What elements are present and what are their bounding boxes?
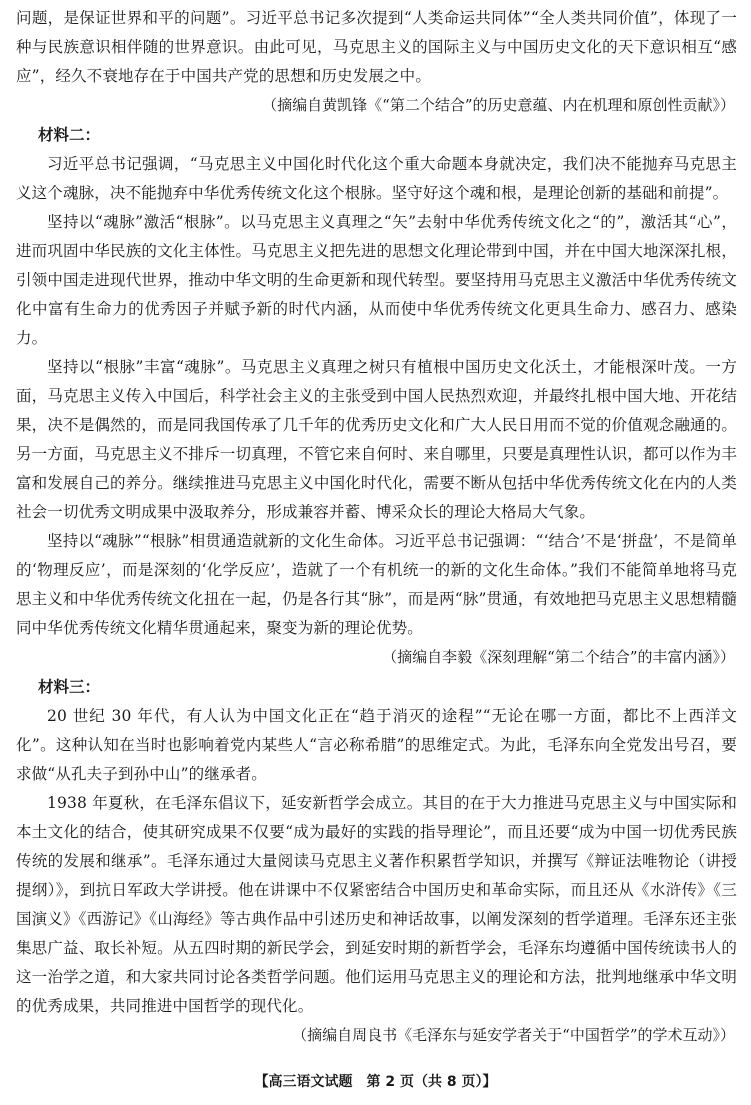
page-footer: 【高三语文试题 第 2 页（共 8 页）】 [254, 1074, 497, 1090]
material3-heading: 材料三： [38, 678, 101, 696]
material2-source: （摘编自李毅《深刻理解“第二个结合”的丰富内涵》） [382, 648, 735, 666]
material2-paragraph-2: 坚持以“魂脉”激活“根脉”。以马克思主义真理之“矢”去射中华优秀传统文化之“的”，激活其“心”，进而巩固中华民族的文化主体性。马克思主义把先进的思想文化理论带到中国，并在中国大地深深扎根，引领中国走进现代世界，推动中华文明的生命更新和现代转型。要坚持用马克思主义激活中华优秀传统文化中富有生命力的优秀因子并赋予新的时代内涵，从而使中华优秀传统文化更具生命力、感召力、感染力。 [16, 213, 737, 347]
material2-paragraph-3: 坚持以“根脉”丰富“魂脉”。马克思主义真理之树只有植根中国历史文化沃土，才能根深叶茂。一方面，马克思主义传入中国后，科学社会主义的主张受到中国人民热烈欢迎，并最终扎根中国大地、开花结果，决不是偶然的，而是同我国传承了几千年的优秀历史文化和广大人民日用而不觉的价值观念融通的。另一方面，马克思主义不排斥一切真理，不管它来自何时、来自哪里，只要是真理性认识，都可以作为丰富和发展自己的养分。继续推进马克思主义中国化时代化，需要不断从包括中华优秀传统文化在内的人类社会一切优秀文明成果中汲取养分，形成兼容并蓄、博采众长的理论大格局大气象。 [16, 358, 737, 521]
material2-heading: 材料二： [38, 126, 101, 144]
material3-source: （摘编自周良书《毛泽东与延安学者关于“中国哲学”的学术互动》） [292, 1026, 735, 1044]
material3-paragraph-1: 20 世纪 30 年代，有人认为中国文化正在“趋于消灭的途程”“无论在哪一方面，都比不上西洋文化”。这种认知在当时也影响着党内某些人“言必称希腊”的思维定式。为此，毛泽东向全党发出号召，要求做“从孔夫子到孙中山”的继承者。 [16, 707, 737, 783]
material3-paragraph-2: 1938 年夏秋，在毛泽东倡议下，延安新哲学会成立。其目的在于大力推进马克思主义与中国实际和本土文化的结合，使其研究成果不仅要“成为最好的实践的指导理论”，而且还要“成为中国一切优秀民族传统的发展和继承”。毛泽东通过大量阅读马克思主义著作积累哲学知识，并撰写《辩证法唯物论（讲授提纲）》，到抗日军政大学讲授。他在讲课中不仅紧密结合中国历史和革命实际，而且还从《水浒传》《三国演义》《西游记》《山海经》等古典作品中引述历史和神话故事，以阐发深刻的哲学道理。毛泽东还主张集思广益、取长补短。从五四时期的新民学会，到延安时期的新哲学会，毛泽东均遵循中国传统读书人的这一治学之道，和大家共同讨论各类哲学问题。他们运用马克思主义的理论和方法，批判地继承中华文明的优秀成果，共同推进中国哲学的现代化。 [16, 794, 737, 1015]
material1-source: （摘编自黄凯锋《“第二个结合”的历史意蕴、内在机理和原创性贡献》） [262, 96, 735, 114]
material1-tail-paragraph: 问题，是保证世界和平的问题”。习近平总书记多次提到“人类命运共同体”“全人类共同价值”，体现了一种与民族意识相伴随的世界意识。由此可见，马克思主义的国际主义与中国历史文化的天下意识相互“感应”，经久不衰地存在于中国共产党的思想和历史发展之中。 [16, 9, 737, 85]
material2-paragraph-4: 坚持以“魂脉”“根脉”相贯通造就新的文化生命体。习近平总书记强调：“‘结合’不是‘拼盘’，不是简单的‘物理反应’，而是深刻的‘化学反应’，造就了一个有机统一的新的文化生命体。”我们不能简单地将马克思主义和中华优秀传统文化扭在一起，仍是各行其“脉”，而是两“脉”贯通，有效地把马克思主义思想精髓同中华优秀传统文化精华贯通起来，聚变为新的理论优势。 [16, 532, 737, 637]
material2-paragraph-1: 习近平总书记强调，“马克思主义中国化时代化这个重大命题本身就决定，我们决不能抛弃马克思主义这个魂脉，决不能抛弃中华优秀传统文化这个根脉。坚守好这个魂和根，是理论创新的基础和前提”。 [16, 155, 737, 202]
